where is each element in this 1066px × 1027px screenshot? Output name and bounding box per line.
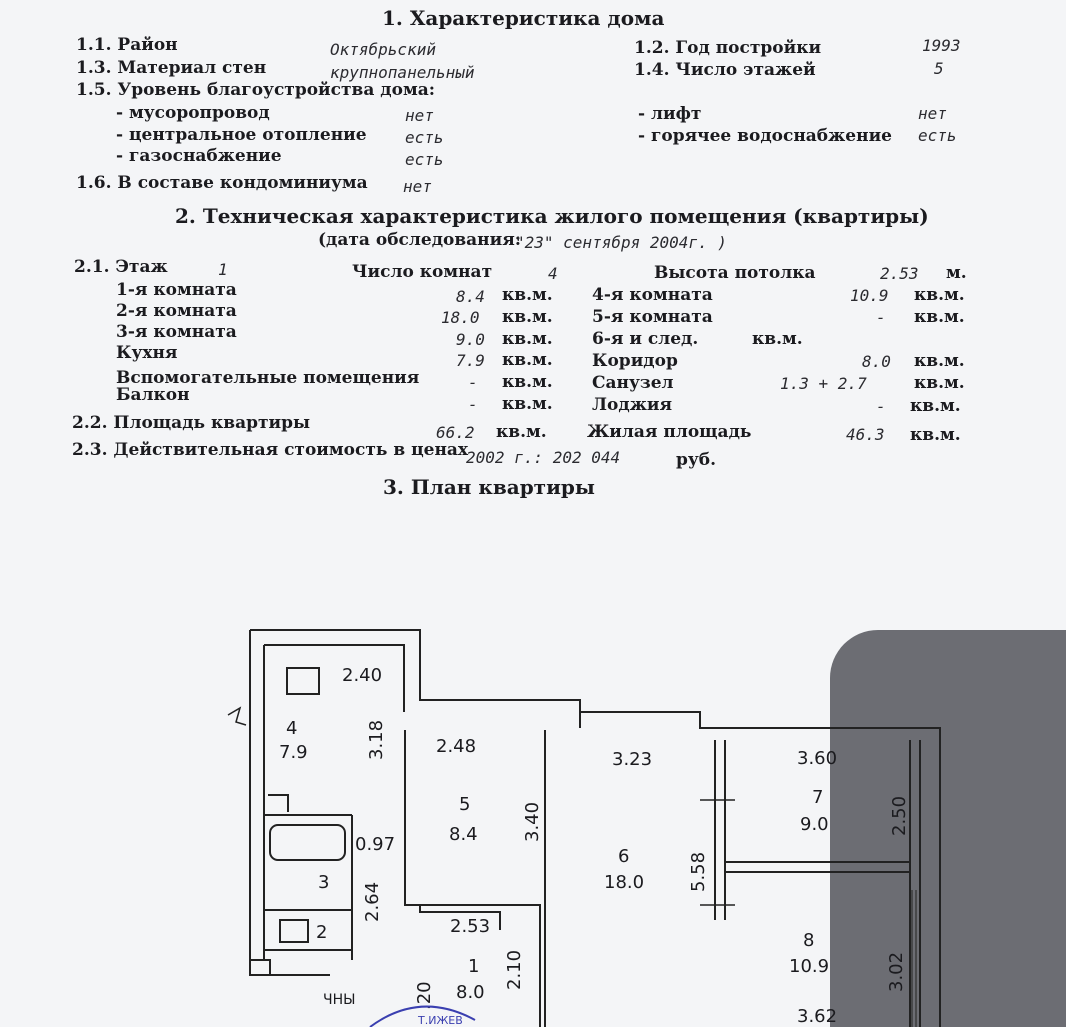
year-label: 1.2. Год постройки <box>634 38 822 58</box>
row-value: 9.0 <box>456 330 485 349</box>
row-label: Лоджия <box>592 395 673 415</box>
ceiling-label: Высота потолка <box>654 263 816 283</box>
room4-height: 3.18 <box>366 719 387 760</box>
row-value: 7.9 <box>456 351 485 370</box>
rooms-label: Число комнат <box>352 262 493 282</box>
room3-height: 2.64 <box>362 881 383 922</box>
section3-title: 3. План квартиры <box>383 475 595 499</box>
room3-width: 0.97 <box>355 834 396 855</box>
row-unit: кв.м. <box>914 373 965 393</box>
room8-num: 8 <box>803 930 815 951</box>
gas-label: - газоснабжение <box>116 146 282 166</box>
walls-label: 1.3. Материал стен <box>76 58 267 78</box>
condo-label: 1.6. В составе кондоминиума <box>76 173 368 193</box>
row-label: Балкон <box>116 385 190 405</box>
hotwater-value: есть <box>918 126 957 145</box>
row-unit: кв.м. <box>502 329 553 349</box>
elevator-value: нет <box>918 104 947 123</box>
stamp-text: ЧНЫ <box>323 992 356 1008</box>
room1-height: 2.10 <box>504 949 525 990</box>
room5-num: 5 <box>459 794 471 815</box>
row-label: 6-я и след. <box>592 329 699 349</box>
room1-num: 1 <box>468 956 480 977</box>
row-unit: кв.м. <box>914 351 965 371</box>
floor-label: 2.1. Этаж <box>74 257 168 277</box>
row-unit: кв.м. <box>502 350 553 370</box>
gas-value: есть <box>405 150 444 169</box>
section1-title: 1. Характеристика дома <box>382 6 665 30</box>
room5-width: 2.48 <box>436 736 477 757</box>
row-label: 3-я комната <box>116 322 237 342</box>
room8-width: 3.62 <box>797 1006 838 1027</box>
floors-label: 1.4. Число этажей <box>634 60 816 80</box>
row-unit: кв.м. <box>502 372 553 392</box>
row-label: Кухня <box>116 343 178 363</box>
room7-height: 2.50 <box>889 795 910 836</box>
row-label: Вспомогательные помещения <box>116 368 420 388</box>
area-unit: кв.м. <box>496 422 547 442</box>
area-label: 2.2. Площадь квартиры <box>72 413 311 433</box>
chute-value: нет <box>405 106 434 125</box>
year-value: 1993 <box>922 36 961 55</box>
rooms-value: 4 <box>548 264 558 283</box>
room4-width: 2.40 <box>342 665 383 686</box>
living-unit: кв.м. <box>910 425 961 445</box>
survey-label: (дата обследования: <box>318 230 522 250</box>
row-value: 1.3 + 2.7 <box>780 374 867 393</box>
room8-area: 10.9 <box>789 956 830 977</box>
hotwater-label: - горячее водоснабжение <box>638 126 892 146</box>
cost-label: 2.3. Действительная стоимость в ценах <box>72 440 469 460</box>
district-label: 1.1. Район <box>76 35 178 55</box>
row-value: 8.0 <box>862 352 891 371</box>
stamp-seal: Т.ИЖЕВ <box>418 1014 463 1027</box>
room7-num: 7 <box>812 787 824 808</box>
row-value: - <box>468 373 478 392</box>
room5-area: 8.4 <box>449 824 478 845</box>
row-value: 8.4 <box>456 287 485 306</box>
district-value: Октябрьский <box>330 40 436 59</box>
row-label: 4-я комната <box>592 285 713 305</box>
living-value: 46.3 <box>846 425 885 444</box>
row-value: 18.0 <box>441 308 480 327</box>
chute-label: - мусоропровод <box>116 103 270 123</box>
room8-height: 3.02 <box>886 951 907 992</box>
room7-width: 3.60 <box>797 748 838 769</box>
room6-height: 5.58 <box>688 851 709 892</box>
condo-value: нет <box>403 177 432 196</box>
row-label: Коридор <box>592 351 678 371</box>
area-value: 66.2 <box>436 423 475 442</box>
row-unit: кв.м. <box>752 329 803 349</box>
room1-area: 8.0 <box>456 982 485 1003</box>
room2-num: 2 <box>316 922 328 943</box>
outer-wall-top <box>250 630 940 1027</box>
row-unit: кв.м. <box>910 396 961 416</box>
elevator-label: - лифт <box>638 104 702 124</box>
cost-unit: руб. <box>676 450 717 470</box>
row-unit: кв.м. <box>914 285 965 305</box>
row-value: - <box>876 397 886 416</box>
ceiling-value: 2.53 <box>880 264 919 283</box>
row-label: 2-я комната <box>116 301 237 321</box>
room6-width: 3.23 <box>612 749 653 770</box>
room4-num: 4 <box>286 718 298 739</box>
comfort-label: 1.5. Уровень благоустройства дома: <box>76 80 436 100</box>
floor-value: 1 <box>218 260 228 279</box>
survey-date: "23" сентября 2004г. ) <box>515 233 727 252</box>
room1-depth: .20 <box>414 981 435 1010</box>
room5-height: 3.40 <box>522 801 543 842</box>
row-label: 5-я комната <box>592 307 713 327</box>
ceiling-unit: м. <box>946 263 967 283</box>
room5-width2: 2.53 <box>450 916 491 937</box>
room6-num: 6 <box>618 846 630 867</box>
room7-area: 9.0 <box>800 814 829 835</box>
room6-area: 18.0 <box>604 872 645 893</box>
section2-title: 2. Техническая характеристика жилого помещения (квартиры) <box>175 204 929 228</box>
room3-num: 3 <box>318 872 330 893</box>
floors-value: 5 <box>934 59 944 78</box>
heating-label: - центральное отопление <box>116 125 367 145</box>
room4-area: 7.9 <box>279 742 308 763</box>
row-unit: кв.м. <box>502 394 553 414</box>
heating-value: есть <box>405 128 444 147</box>
row-label: 1-я комната <box>116 280 237 300</box>
row-value: - <box>468 395 478 414</box>
row-unit: кв.м. <box>502 307 553 327</box>
row-unit: кв.м. <box>914 307 965 327</box>
row-value: - <box>876 308 886 327</box>
row-unit: кв.м. <box>502 285 553 305</box>
cost-value: 2002 г.: 202 044 <box>466 448 621 467</box>
row-value: 10.9 <box>850 286 889 305</box>
walls-value: крупнопанельный <box>330 63 475 82</box>
row-label: Санузел <box>592 373 674 393</box>
living-label: Жилая площадь <box>587 422 752 442</box>
